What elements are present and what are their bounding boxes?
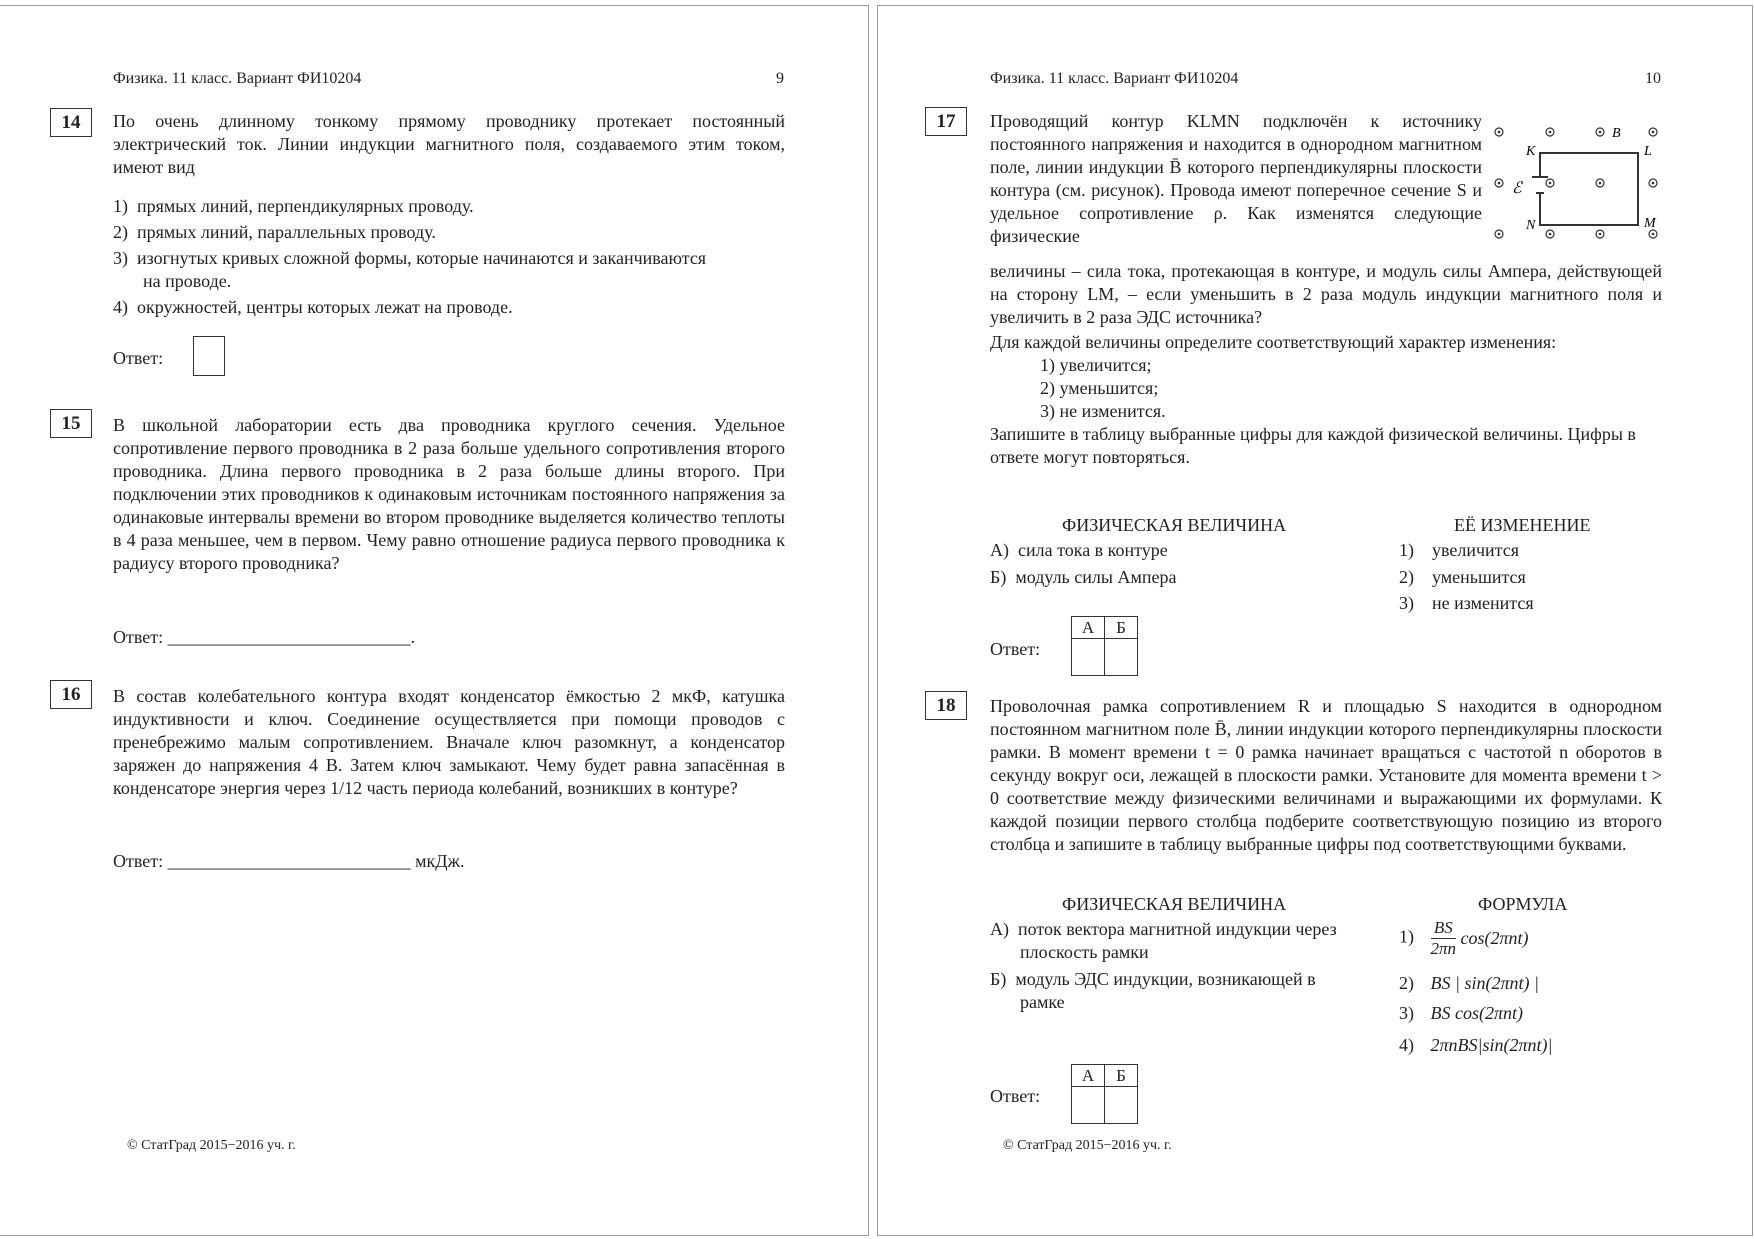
answer-label: Ответ: <box>113 348 164 368</box>
formula-number: 1) <box>1399 926 1414 947</box>
option: 3) изогнутых кривых сложной формы, которые начинаются и заканчиваются <box>113 248 707 268</box>
option: на проводе. <box>143 271 232 291</box>
task-text: В состав колебательного контура входят конденсатор ёмкостью 2 мкФ, катушка индуктивности и ключ. Соединение осуществляется при помощи проводов с пренебрежимо малым сопротивлением. Вначале ключ разомкнут, а конденсатор заряжен до напряжения 4 В. Затем ключ замыкают. Чему будет равна запасённая в конденсаторе энергия через 1/12 часть периода колебаний, возникших в контуре? <box>113 686 785 798</box>
column-b: Б <box>1105 617 1138 639</box>
circuit-loop <box>1540 153 1638 225</box>
quantity-item: плоскость рамки <box>1020 942 1149 962</box>
column-heading: ФИЗИЧЕСКАЯ ВЕЛИЧИНА <box>1062 894 1287 914</box>
task-text: Проволочная рамка сопротивлением R и площадью S находится в однородном постоянном магнитном поле B̄, линии индукции которого перпендикулярны плоскости рамки. В момент времени t = 0 рамка начинает вращаться с частотой n оборотов в секунду вокруг оси, лежащей в плоскости рамки. Установите для момента времени t > 0 соответствие между физическими величинами и выражающими их формулами. К каждой позиции первого столбца подберите соответствующую позицию из второго столбца и запишите в таблицу выбранные цифры под соответствующими буквами. <box>990 696 1662 854</box>
copyright: © СтатГрад 2015−2016 уч. г. <box>1003 1138 1172 1153</box>
quantity-item: Б) модуль силы Ампера <box>990 567 1177 587</box>
task-number: 17 <box>925 107 967 136</box>
quantity-item: А) сила тока в контуре <box>990 540 1168 560</box>
answer-cell-b[interactable] <box>1105 639 1138 676</box>
label-B: B <box>1612 126 1621 141</box>
page-number: 10 <box>1645 70 1661 87</box>
variant-item: 1) увеличится <box>1399 540 1520 560</box>
answer-line[interactable]: Ответ: ___________________________ мкДж. <box>113 851 465 871</box>
task-number: 18 <box>925 691 967 720</box>
page-header: Физика. 11 класс. Вариант ФИ10204 <box>990 70 1239 87</box>
answer-line[interactable]: Ответ: ___________________________. <box>113 627 416 647</box>
page-header: Физика. 11 класс. Вариант ФИ10204 <box>113 70 362 87</box>
fraction-denominator: 2πn <box>1430 939 1457 958</box>
column-heading: ЕЁ ИЗМЕНЕНИЕ <box>1454 515 1591 535</box>
change-option: 2) уменьшится; <box>1040 378 1159 398</box>
formula-item <box>1399 972 1539 995</box>
column-b: Б <box>1105 1065 1138 1087</box>
formula-tail: cos(2πnt) <box>1460 928 1529 948</box>
formula-item <box>1399 918 1529 959</box>
left-page <box>0 5 869 1236</box>
task-text: Запишите в таблицу выбранные цифры для каждой физической величины. Цифры в ответе могут повторяться. <box>990 424 1636 467</box>
copyright: © СтатГрад 2015−2016 уч. г. <box>127 1138 296 1153</box>
formula-text: BS cos(2πnt) <box>1430 1003 1523 1023</box>
task-text: По очень длинному тонкому прямому проводнику протекает постоянный электрический ток. Линии индукции магнитного поля, создаваемого этим током, имеют вид <box>113 111 785 177</box>
task-number: 16 <box>50 680 92 709</box>
formula-fraction <box>1431 918 1457 959</box>
quantity-item: рамке <box>1020 992 1065 1012</box>
answer-label: Ответ: <box>990 1086 1041 1106</box>
quantity-item: А) поток вектора магнитной индукции через <box>990 919 1337 939</box>
formula-text: 2πnBS|sin(2πnt)| <box>1430 1035 1553 1055</box>
formula-number: 3) <box>1399 1003 1414 1023</box>
option: 1) прямых линий, перпендикулярных проводу. <box>113 196 474 216</box>
quantity-item: Б) модуль ЭДС индукции, возникающей в <box>990 969 1316 989</box>
answer-table <box>1071 616 1138 676</box>
page-number: 9 <box>776 70 784 87</box>
answer-cell-b[interactable] <box>1105 1087 1138 1124</box>
task-text: В школьной лаборатории есть два проводника круглого сечения. Удельное сопротивление первого проводника в 2 раза больше удельного сопротивления второго проводника. Длина первого проводника в 2 раза больше длины второго. При подключении этих проводников к одинаковым источникам постоянного напряжения за одинаковые интервалы времени во втором проводнике выделяется количество теплоты в 4 раза меньшее, чем в первом. Чему равно отношение радиуса первого проводника к радиусу второго проводника? <box>113 415 785 573</box>
formula-text: BS | sin(2πnt) | <box>1430 973 1539 993</box>
label-K: K <box>1526 144 1536 159</box>
column-a: А <box>1072 1065 1105 1087</box>
task-number: 15 <box>50 409 92 438</box>
column-heading: ФОРМУЛА <box>1478 894 1568 914</box>
answer-cell-a[interactable] <box>1072 639 1105 676</box>
formula-item <box>1399 1002 1523 1025</box>
fraction-numerator: BS <box>1431 918 1457 939</box>
answer-box[interactable] <box>193 336 225 376</box>
answer-label: Ответ: <box>990 639 1041 659</box>
option: 2) прямых линий, параллельных проводу. <box>113 222 436 242</box>
label-N: N <box>1526 218 1536 233</box>
task-text: величины – сила тока, протекающая в контуре, и модуль силы Ампера, действующей на сторону LM, – если уменьшить в 2 раза модуль индукции магнитного поля и увеличить в 2 раза ЭДС источника? <box>990 261 1662 327</box>
variant-item: 2) уменьшится <box>1399 567 1526 587</box>
label-L: L <box>1644 144 1652 159</box>
variant-item: 3) не изменится <box>1399 593 1534 613</box>
label-M: M <box>1644 216 1656 231</box>
change-option: 3) не изменится. <box>1040 401 1166 421</box>
formula-number: 2) <box>1399 973 1414 993</box>
task-text: Для каждой величины определите соответствующий характер изменения: <box>990 332 1557 352</box>
task-number: 14 <box>50 108 92 137</box>
answer-table <box>1071 1064 1138 1124</box>
circuit-figure <box>1488 115 1660 250</box>
task-text: Проводящий контур KLMN подключён к источнику постоянного напряжения и находится в однородном магнитном поле, линии индукции B̄ которого перпендикулярны плоскости контура (см. рисунок). Провода имеют поперечное сечение S и удельное сопротивление ρ. Как изменятся следующие физические <box>990 111 1482 246</box>
column-a: А <box>1072 617 1105 639</box>
option: 4) окружностей, центры которых лежат на проводе. <box>113 297 513 317</box>
formula-item <box>1399 1034 1552 1057</box>
formula-number: 4) <box>1399 1035 1414 1055</box>
column-heading: ФИЗИЧЕСКАЯ ВЕЛИЧИНА <box>1062 515 1287 535</box>
change-option: 1) увеличится; <box>1040 355 1152 375</box>
label-emf: ℰ <box>1512 180 1522 197</box>
answer-cell-a[interactable] <box>1072 1087 1105 1124</box>
